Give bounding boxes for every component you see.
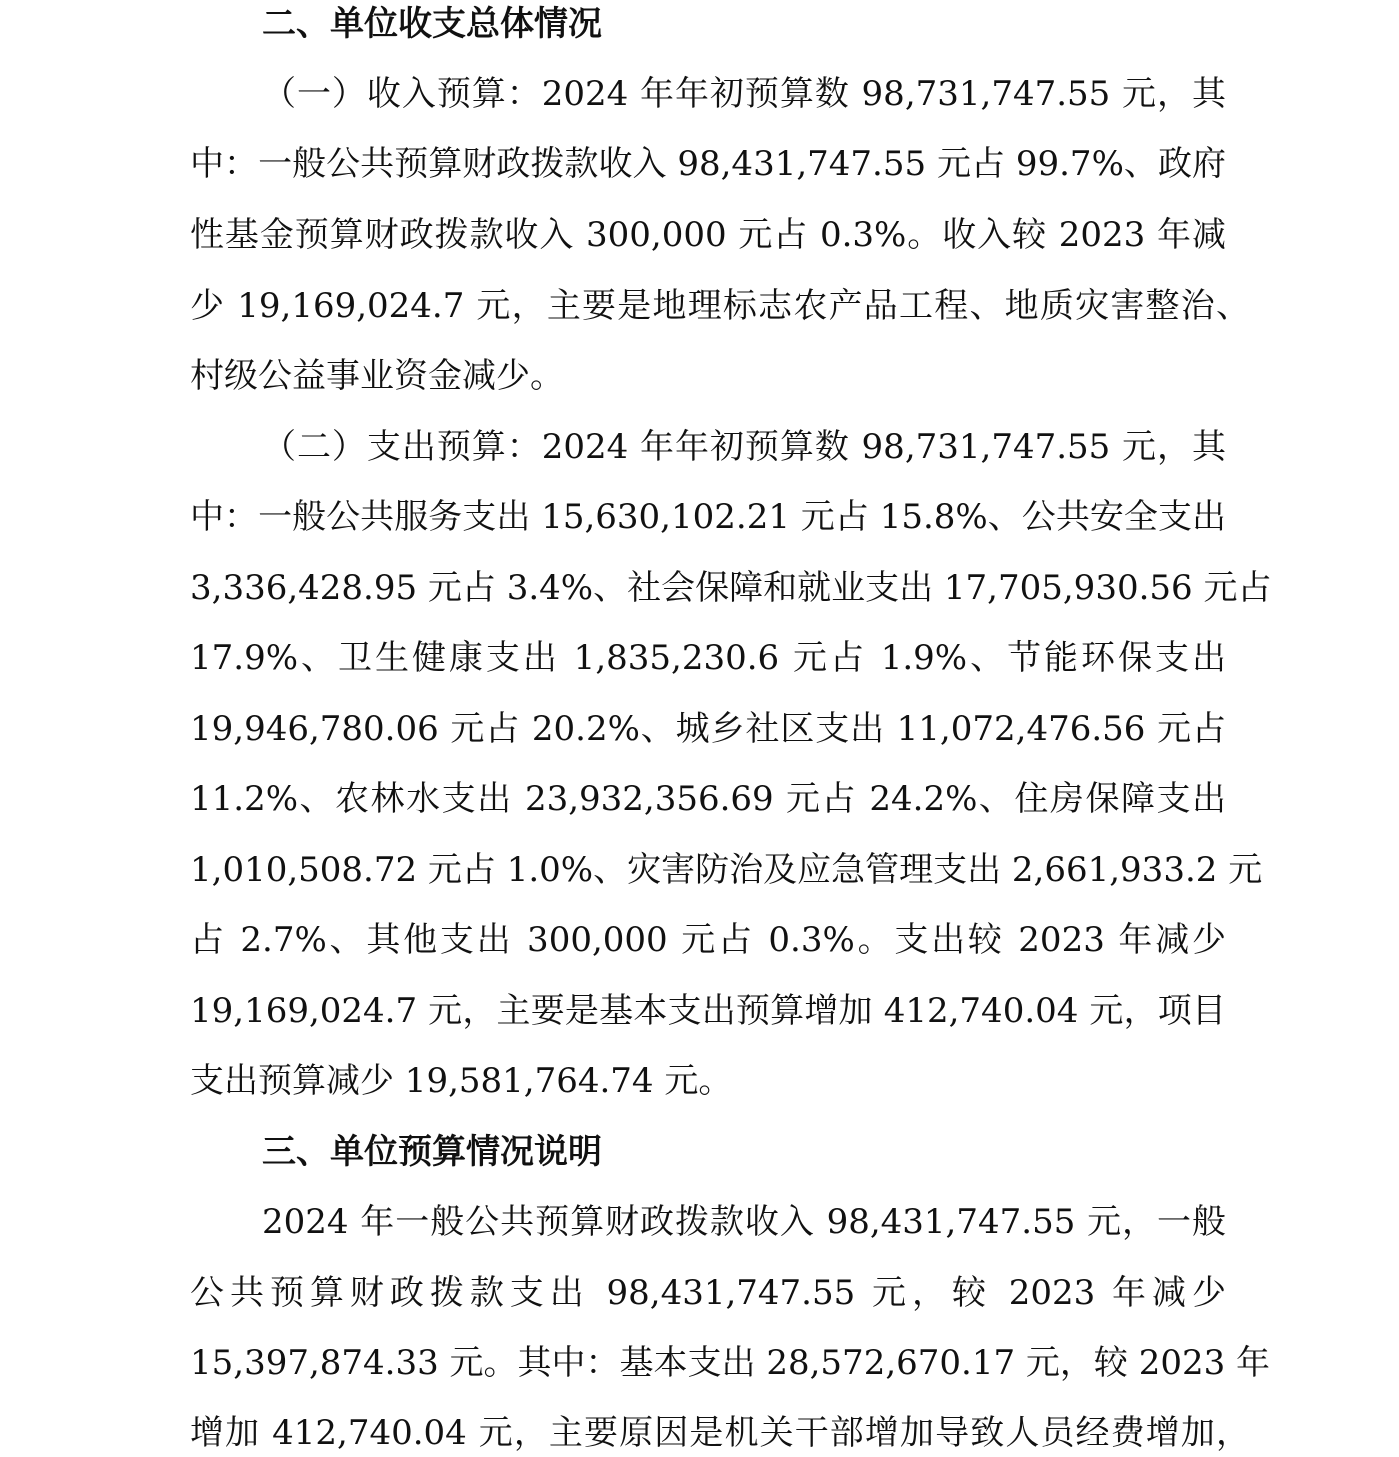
paragraph-line: 15,397,874.33 元。其中：基本支出 28,572,670.17 元，较 2023 年 — [190, 1343, 1271, 1383]
paragraph-line: （一）收入预算：2024 年年初预算数 98,731,747.55 元，其 — [262, 74, 1226, 114]
section-heading-budget: 三、单位预算情况说明 — [262, 1132, 602, 1172]
paragraph-line: 中：一般公共服务支出 15,630,102.21 元占 15.8%、公共安全支出 — [190, 497, 1226, 537]
paragraph-line: 19,169,024.7 元，主要是基本支出预算增加 412,740.04 元，项目 — [190, 991, 1226, 1031]
paragraph-line: 17.9%、卫生健康支出 1,835,230.6 元占 1.9%、节能环保支出 — [190, 638, 1226, 678]
paragraph-line: 增加 412,740.04 元，主要原因是机关干部增加导致人员经费增加， — [190, 1413, 1250, 1453]
paragraph-line: 支出预算减少 19,581,764.74 元。 — [190, 1061, 733, 1101]
paragraph-line: 中：一般公共预算财政拨款收入 98,431,747.55 元占 99.7%、政府 — [190, 144, 1226, 184]
paragraph-line: 村级公益事业资金减少。 — [190, 356, 564, 396]
paragraph-line: 2024 年一般公共预算财政拨款收入 98,431,747.55 元，一般 — [262, 1202, 1226, 1242]
paragraph-line: 性基金预算财政拨款收入 300,000 元占 0.3%。收入较 2023 年减 — [190, 215, 1226, 255]
paragraph-line: 少 19,169,024.7 元，主要是地理标志农产品工程、地质灾害整治、 — [190, 286, 1250, 326]
paragraph-line: 1,010,508.72 元占 1.0%、灾害防治及应急管理支出 2,661,933.2 元 — [190, 850, 1263, 890]
section-heading-overall: 二、单位收支总体情况 — [262, 4, 602, 44]
paragraph-line: 3,336,428.95 元占 3.4%、社会保障和就业支出 17,705,930.56 元占 — [190, 568, 1272, 608]
paragraph-line: 公共预算财政拨款支出 98,431,747.55 元，较 2023 年减少 — [190, 1273, 1226, 1313]
paragraph-line: 11.2%、农林水支出 23,932,356.69 元占 24.2%、住房保障支出 — [190, 779, 1226, 819]
paragraph-line: （二）支出预算：2024 年年初预算数 98,731,747.55 元，其 — [262, 427, 1226, 467]
paragraph-line: 19,946,780.06 元占 20.2%、城乡社区支出 11,072,476.56 元占 — [190, 709, 1226, 749]
paragraph-line: 占 2.7%、其他支出 300,000 元占 0.3%。支出较 2023 年减少 — [190, 920, 1226, 960]
